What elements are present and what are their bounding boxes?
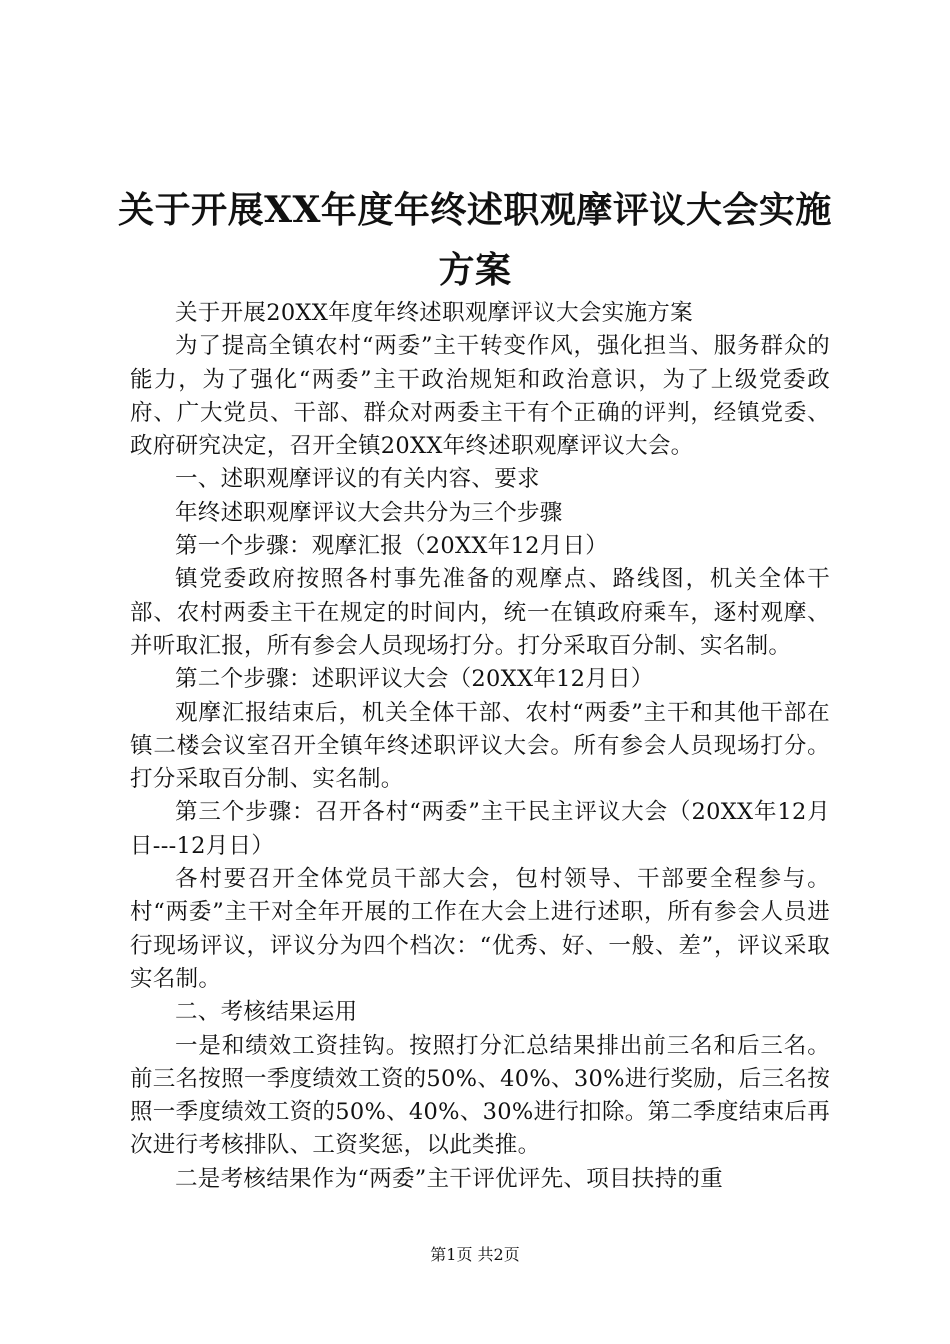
paragraph-result-1: 一是和绩效工资挂钩。按照打分汇总结果排出前三名和后三名。前三名按照一季度绩效工资的50%、40%、30%进行奖励，后三名按照一季度绩效工资的50%、40%、30%进行扣除。第二季度结束后再次进行考核排队、工资奖惩，以此类推。 <box>130 1032 830 1159</box>
paragraph-step-2: 观摩汇报结束后，机关全体干部、农村“两委”主干和其他干部在镇二楼会议室召开全镇年终述职评议大会。所有参会人员现场打分。打分采取百分制、实名制。 <box>130 699 830 793</box>
paragraph-intro: 为了提高全镇农村“两委”主干转变作风，强化担当、服务群众的能力，为了强化“两委”主干政治规矩和政治意识，为了上级党委政府、广大党员、干部、群众对两委主干有个正确的评判，经镇党委、政府研究决定，召开全镇20XX年终述职观摩评议大会。 <box>130 333 830 460</box>
page-footer: 第1页 共2页 <box>430 1245 520 1264</box>
paragraph-result-2: 二是考核结果作为“两委”主干评优评先、项目扶持的重 <box>175 1165 724 1192</box>
step-heading-3: 第三个步骤：召开各村“两委”主干民主评议大会（20XX年12月日---12月日） <box>130 799 830 859</box>
paragraph-subtitle: 关于开展20XX年度年终述职观摩评议大会实施方案 <box>175 300 693 326</box>
document-title: 关于开展XX年度年终述职观摩评议大会实施方案 <box>118 189 832 291</box>
paragraph-step-1: 镇党委政府按照各村事先准备的观摩点、路线图，机关全体干部、农村两委主干在规定的时间内，统一在镇政府乘车，逐村观摩、并听取汇报，所有参会人员现场打分。打分采取百分制、实名制。 <box>130 566 830 659</box>
document-body <box>130 297 830 1196</box>
step-heading-1: 第一个步骤：观摩汇报（20XX年12月日） <box>175 533 609 560</box>
paragraph-step-3: 各村要召开全体党员干部大会，包村领导、干部要全程参与。村“两委”主干对全年开展的工作在大会上进行述职，所有参会人员进行现场评议，评议分为四个档次：“优秀、好、一般、差”，评议采取实名制。 <box>130 866 830 992</box>
step-heading-2: 第二个步骤：述职评议大会（20XX年12月日） <box>175 666 654 693</box>
section-heading-2: 二、考核结果运用 <box>175 999 358 1026</box>
section-heading-1: 一、述职观摩评议的有关内容、要求 <box>175 466 540 493</box>
paragraph-steps-overview: 年终述职观摩评议大会共分为三个步骤 <box>175 499 563 526</box>
